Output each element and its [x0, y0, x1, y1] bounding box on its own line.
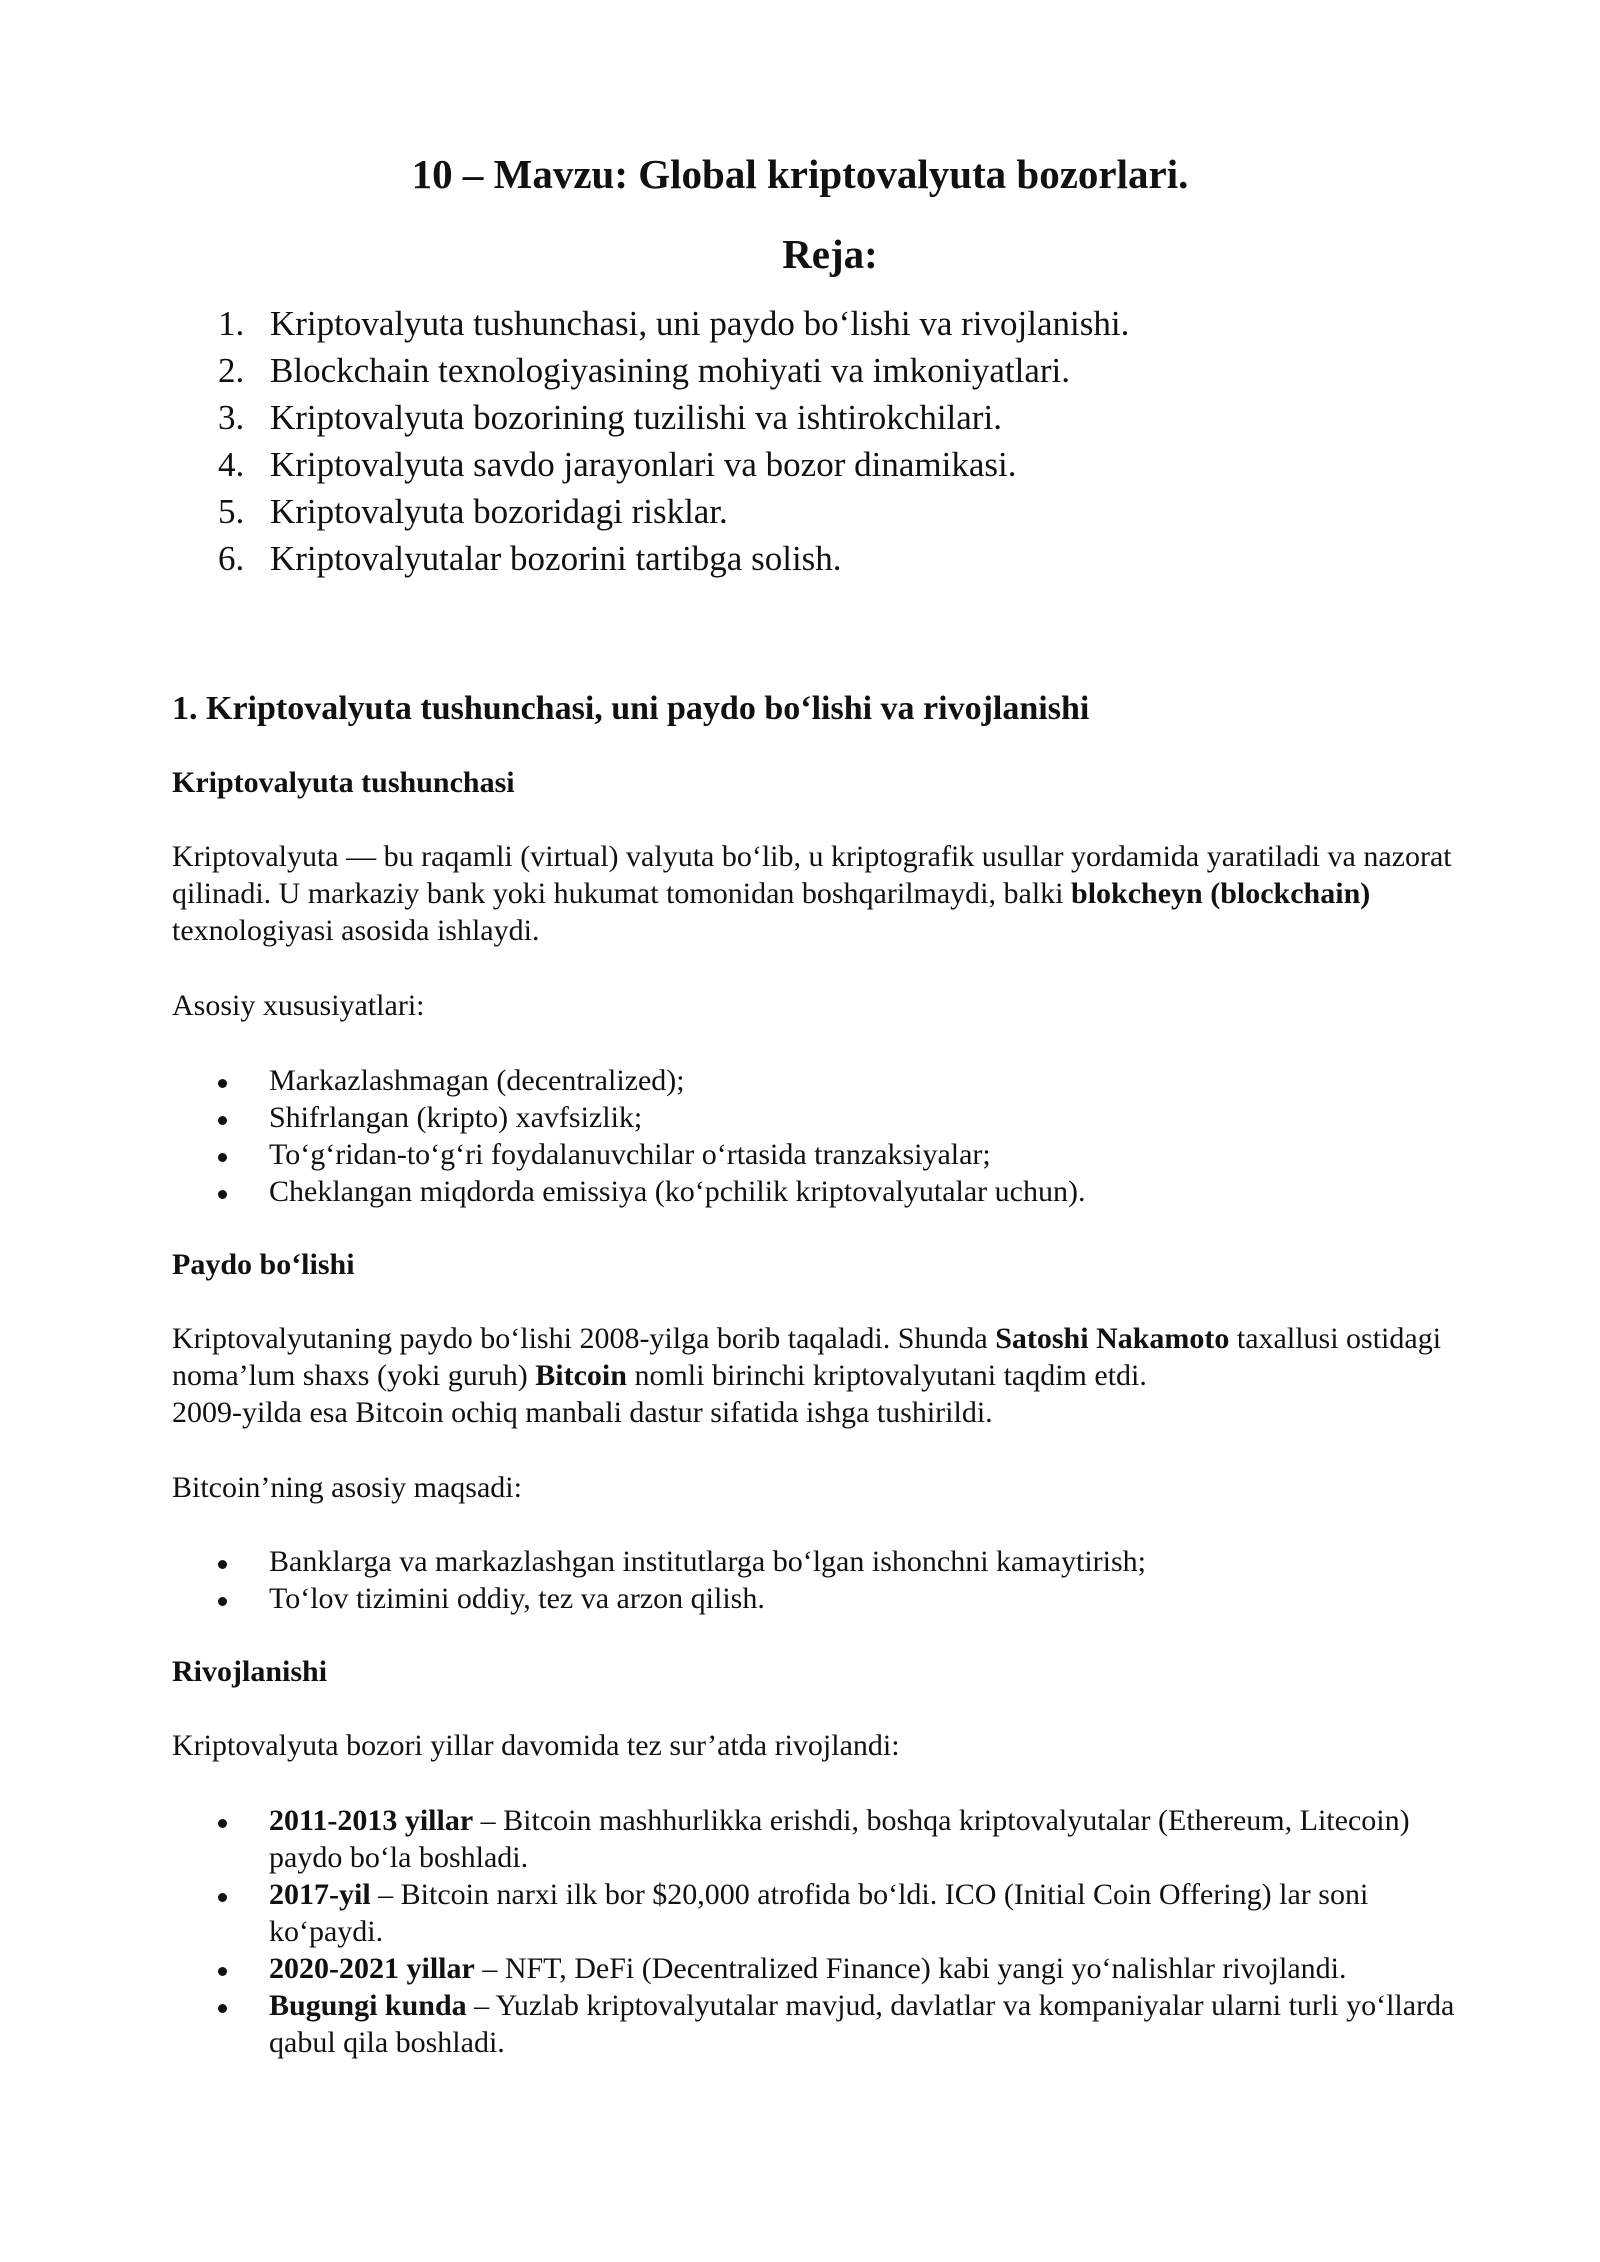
- plan-item-text: Kriptovalyutalar bozorini tartibga solish.: [270, 539, 842, 578]
- feature-item: Markazlashmagan (decentralized);: [215, 1062, 1485, 1099]
- development-item-text: – Bitcoin narxi ilk bor $20,000 atrofida bo‘ldi. ICO (Initial Coin Offering) lar soni ko‘paydi.: [269, 1878, 1369, 1948]
- goals-list: [215, 1543, 1485, 1617]
- plan-item-text: Kriptovalyuta tushunchasi, uni paydo bo‘lishi va rivojlanishi.: [270, 304, 1130, 343]
- development-item-text: – Yuzlab kriptovalyutalar mavjud, davlatlar va kompaniyalar ularni turli yo‘llarda qabul qila boshladi.: [269, 1989, 1455, 2059]
- plan-item-number: 2.: [218, 351, 245, 390]
- development-intro: Kriptovalyuta bozori yillar davomida tez sur’atda rivojlandi:: [172, 1729, 900, 1762]
- development-item: [215, 1802, 1485, 1876]
- concept-text-end: texnologiyasi asosida ishlaydi.: [172, 914, 540, 947]
- plan-item: [218, 394, 1129, 441]
- concept-text: Kriptovalyuta — bu raqamli (virtual) valyuta bo‘lib, u kriptografik usullar yordamida yaratiladi va nazorat qilinadi. U markaziy bank yoki hukumat tomonidan boshqarilmaydi, balki: [172, 840, 1452, 910]
- development-item: [215, 1950, 1485, 1987]
- development-item: [215, 1987, 1485, 2061]
- document-title: 10 – Mavzu: Global kriptovalyuta bozorlari.: [411, 151, 1189, 197]
- subsection-heading-development: Rivojlanishi: [172, 1655, 328, 1688]
- plan-item-text: Blockchain texnologiyasining mohiyati va imkoniyatlari.: [270, 351, 1070, 390]
- origin-paragraph: [172, 1320, 1472, 1431]
- development-item: [215, 1876, 1485, 1950]
- plan-item-number: 5.: [218, 492, 245, 531]
- plan-item-text: Kriptovalyuta bozoridagi risklar.: [270, 492, 728, 531]
- plan-item: [218, 300, 1129, 347]
- feature-item: Shifrlangan (kripto) xavfsizlik;: [215, 1099, 1485, 1136]
- feature-item: Cheklangan miqdorda emissiya (ko‘pchilik kriptovalyutalar uchun).: [215, 1173, 1485, 1210]
- plan-item: [218, 441, 1129, 488]
- concept-paragraph: [172, 838, 1472, 949]
- plan-item-text: Kriptovalyuta bozorining tuzilishi va ishtirokchilari.: [270, 398, 1002, 437]
- goals-label: Bitcoin’ning asosiy maqsadi:: [172, 1471, 522, 1504]
- features-label: Asosiy xususiyatlari:: [172, 989, 425, 1022]
- development-item-text: – NFT, DeFi (Decentralized Finance) kabi yangi yo‘nalishlar rivojlandi.: [474, 1952, 1347, 1985]
- development-item-period: 2020-2021 yillar: [269, 1952, 475, 1985]
- plan-item-number: 1.: [218, 304, 245, 343]
- development-item-period: 2011-2013 yillar: [269, 1804, 474, 1837]
- development-item-text: – Bitcoin mashhurlikka erishdi, boshqa kriptovalyutalar (Ethereum, Litecoin) paydo bo‘la boshladi.: [269, 1804, 1410, 1874]
- origin-bold-name: Satoshi Nakamoto: [995, 1322, 1230, 1355]
- plan-list: [218, 300, 1129, 582]
- subsection-heading-origin: Paydo bo‘lishi: [172, 1248, 355, 1281]
- plan-item-number: 4.: [218, 445, 245, 484]
- development-item-period: 2017-yil: [269, 1878, 371, 1911]
- subsection-heading-concept: Kriptovalyuta tushunchasi: [172, 766, 515, 799]
- feature-item: To‘g‘ridan-to‘g‘ri foydalanuvchilar o‘rtasida tranzaksiyalar;: [215, 1136, 1485, 1173]
- section-heading: 1. Kriptovalyuta tushunchasi, uni paydo bo‘lishi va rivojlanishi: [172, 690, 1090, 727]
- origin-text: Kriptovalyutaning paydo bo‘lishi 2008-yilga borib taqaladi. Shunda: [172, 1322, 988, 1355]
- plan-item-number: 3.: [218, 398, 245, 437]
- goal-item: Banklarga va markazlashgan institutlarga bo‘lgan ishonchni kamaytirish;: [215, 1543, 1485, 1580]
- goal-item: To‘lov tizimini oddiy, tez va arzon qilish.: [215, 1580, 1485, 1617]
- plan-item: [218, 347, 1129, 394]
- origin-text: taxallusi ostidagi noma’lum shaxs (yoki guruh): [172, 1322, 1442, 1392]
- concept-bold-term: blokcheyn (blockchain): [1071, 877, 1371, 910]
- plan-item: [218, 488, 1129, 535]
- plan-item-text: Kriptovalyuta savdo jarayonlari va bozor dinamikasi.: [270, 445, 1017, 484]
- plan-item: [218, 535, 1129, 582]
- plan-heading: Reja:: [782, 231, 878, 277]
- plan-item-number: 6.: [218, 539, 245, 578]
- features-list: [215, 1062, 1485, 1210]
- development-list: [215, 1802, 1485, 2061]
- origin-text: nomli birinchi kriptovalyutani taqdim etdi.: [634, 1359, 1147, 1392]
- development-item-period: Bugungi kunda: [269, 1989, 467, 2022]
- origin-text: 2009-yilda esa Bitcoin ochiq manbali dastur sifatida ishga tushirildi.: [172, 1396, 993, 1429]
- origin-bold-bitcoin: Bitcoin: [535, 1359, 627, 1392]
